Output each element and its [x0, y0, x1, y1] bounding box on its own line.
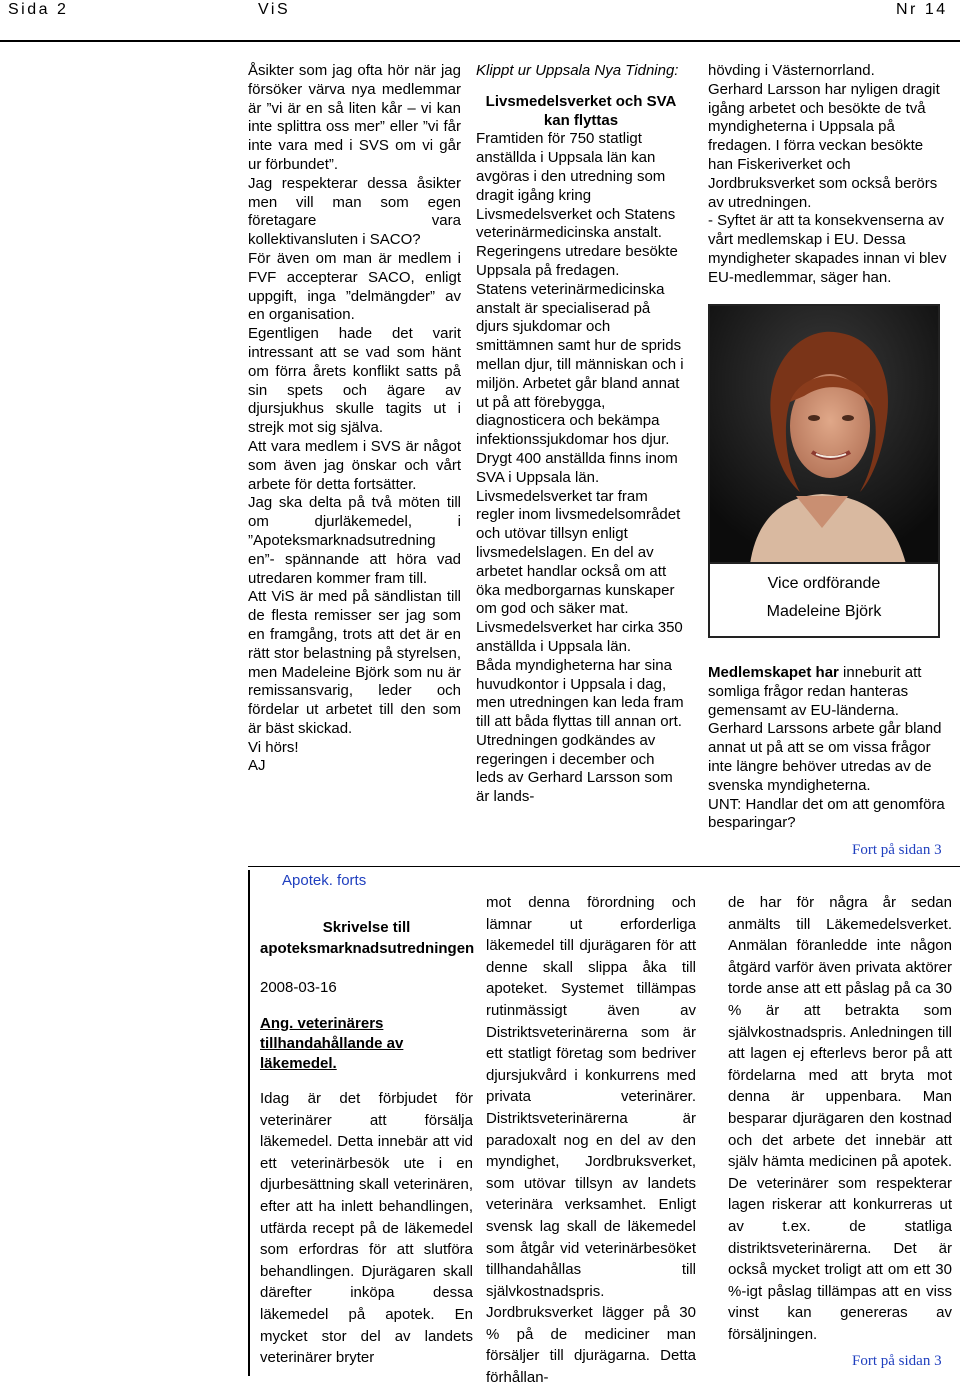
continued-from-label: Apotek. forts	[282, 872, 367, 889]
paragraph: Jag respekterar dessa åsikter men vill man som egen företagare vara kollektivansluten i SACO?	[248, 174, 461, 249]
paragraph: UNT: Handlar det om att genomföra besparingar?	[708, 795, 945, 832]
page-header	[0, 0, 960, 30]
section-divider	[248, 866, 960, 867]
letter-column-3	[728, 892, 952, 1345]
paragraph: hövding i Västernorrland.	[708, 62, 875, 79]
continued-link[interactable]: Fort på sidan 3	[852, 842, 942, 858]
paragraph: För även om man är medlem i FVF accepterar SACO, enligt uppgift, inga ”delmängder” av en organisation.	[248, 249, 461, 324]
column-opinion	[248, 62, 461, 776]
letter-box	[248, 870, 473, 1376]
paragraph: Att vara medlem i SVS är något som även jag önskar och vårt arbete för detta fortsätter.	[248, 437, 461, 493]
paragraph: Framtiden för 750 statligt anställda i Uppsala län kan avgöras i den utredning som dragit igång kring Livsmedelsverket och Statens veterinärmedicinska anstalt. Regeringens utredare besökte Uppsala på fredagen.	[476, 130, 678, 279]
page-number: Sida 2	[8, 1, 69, 18]
letter-column-2	[486, 892, 696, 1389]
continued-link-bottom[interactable]: Fort på sidan 3	[852, 1353, 942, 1369]
signature: AJ	[248, 757, 266, 775]
paragraph: Livsmedelsverket tar fram regler inom livsmedelsområdet och utövar tillsyn enligt livsmedelslagen. En del av arbetet handlar också om att öka medborgarnas kunskaper om god och säker mat. Livsmedelsverket har cirka 350 anställda i Uppsala län.	[476, 487, 683, 655]
paragraph	[708, 664, 948, 796]
caption-role: Vice ordförande	[767, 575, 881, 592]
newsletter-name: ViS	[258, 1, 291, 18]
paragraph: Åsikter som jag ofta hör när jag försöker värva nya medlemmar är ”vi är en så liten kår – vi kan inte splittra oss mer” eller ”vi får inte vara med i SVS om vi går ur förbundet”.	[248, 62, 461, 173]
paragraph: Gerhard Larsson har nyligen dragit igång arbetet och besökte de två myndigheterna i Uppsala på fredagen. I förra veckan besökte han Fiskeriverket och Jordbruksverket som också berörs av utredningen.	[708, 80, 940, 211]
paragraph: mot denna förordning och lämnar ut erforderliga läkemedel till djurägaren för att denne skall slippa åka till apoteket. Systemet tillämpas rutinmässigt även av Distriktsveterinärerna som är ett statligt företag som bedriver djursjukvård i konkurrens med privata veterinärer. Distriktsveterinärerna är paradoxalt nog en del av den myndighet, Jordbruksverket, som utövar tillsyn av landets veterinära verksamhet. Enligt svensk lag skall de läkemedel som åtgår vid veterinärbesöket tillhandahållas till självkostnadspris. Jordbruksverket lägger på 30 % på de mediciner man försäljer till djurägarna. Detta förhållan-	[486, 894, 696, 1387]
paragraph: Båda myndigheterna har sina huvudkontor i Uppsala i dag, men utredningen kan leda fram till att båda flyttas till annan ort. Utredningen godkändes av regeringen i december och leds av Gerhard Larsson som är lands-	[476, 656, 684, 806]
paragraph: de har för några år sedan anmälts till Läkemedelsverket. Anmälan föranledde inte någon åtgärd varför även privata aktörer torde anse att ett påslag på ca 30 % är att betrakta som självkostnadspris. Anledningen till att lagen ej efterlevs beror på att fördelarna med att bryta mot denna är uppenbara. Man besparar djurägaren den kostnad och det arbete det innebär att själv hämta medicinen på apotek. De veterinärer som respekterar lagen riskerar att konkurreras ut av t.ex. de statliga distriktsveterinärerna. Det är också mycket troligt att om ett 30 %-igt påslag tillämpas att en viss vinst kan genereras av försäljningen.	[728, 894, 952, 1343]
paragraph: - Syftet är att ta konsekvenserna av vårt medlemskap i EU. Dessa myndigheter skapades innan vi blev EU-medlemmar, säger han.	[708, 212, 947, 286]
column-news-clip	[476, 62, 686, 807]
caption-name: Madeleine Björk	[766, 603, 882, 620]
paragraph: Egentligen hade det varit intressant att se vad som hänt om förra årets konflikt satts på sin spets och ägare av djursjukhus skulle tagits ut i strejk mot sig själva.	[248, 325, 461, 437]
clip-source: Klippt ur Uppsala Nya Tidning:	[476, 62, 679, 79]
paragraph: Jag ska delta på två möten till om djurläkemedel, i ”Apoteksmarknadsutredning en”- spännande att höra vad utredaren kommer fram till.	[248, 494, 461, 587]
closing-line: Vi hörs!	[248, 738, 299, 756]
paragraph: Statens veterinärmedicinska anstalt är specialiserad på djurs sjukdomar och smittämnen samt hur de sprids mellan djur, till människan och i miljön. Arbetet går bland annat ut på att förebygga, diagnosticera och bekämpa infektionssjukdomar hos djur. Drygt 400 anställda finns inom SVA i Uppsala län.	[476, 280, 684, 486]
portrait-photo	[708, 304, 940, 638]
issue-number: Nr 14	[896, 1, 948, 18]
photo-caption	[710, 562, 938, 636]
letter-heading: Skrivelse till apoteksmarknadsutredningen	[260, 919, 475, 957]
lead-in-bold: Medlemskapet har	[708, 664, 839, 681]
letter-subject: Ang. veterinärers tillhandahållande av läkemedel.	[260, 1015, 404, 1072]
column-news-continued-2	[708, 664, 948, 833]
letter-date: 2008-03-16	[260, 979, 337, 996]
paragraph-rest: inneburit att somliga frågor redan hanteras gemensamt av EU-länderna. Gerhard Larssons arbete går bland annat ut på att se om vissa frågor inte längre behöver utredas av de svenska myndigheterna.	[708, 664, 942, 794]
header-rule	[0, 40, 960, 42]
paragraph: Att ViS är med på sändlistan till de flesta remisser ser jag som en framgång, trots att det är en rätt stor belastning på styrelsen, men Madeleine Björk som nu är remissansvarig, leder och fördelar ut arbetet till den som är bäst skickad.	[248, 588, 461, 737]
letter-body: Idag är det förbjudet för veterinärer att försälja läkemedel. Detta innebär att vid ett veterinärbesök ute i en djurbesättning skall veterinären, efter att ha inlett behandlingen, utfärda recept på de läkemedel som erfordras för att slutföra behandlingen. Djurägaren skall därefter inköpa dessa läkemedel på apotek. En mycket stor del av landets veterinärer bryter	[260, 1090, 473, 1367]
portrait-image	[710, 306, 938, 564]
article-headline: Livsmedelsverket och SVA kan flyttas	[485, 92, 677, 129]
column-news-continued	[708, 62, 948, 288]
